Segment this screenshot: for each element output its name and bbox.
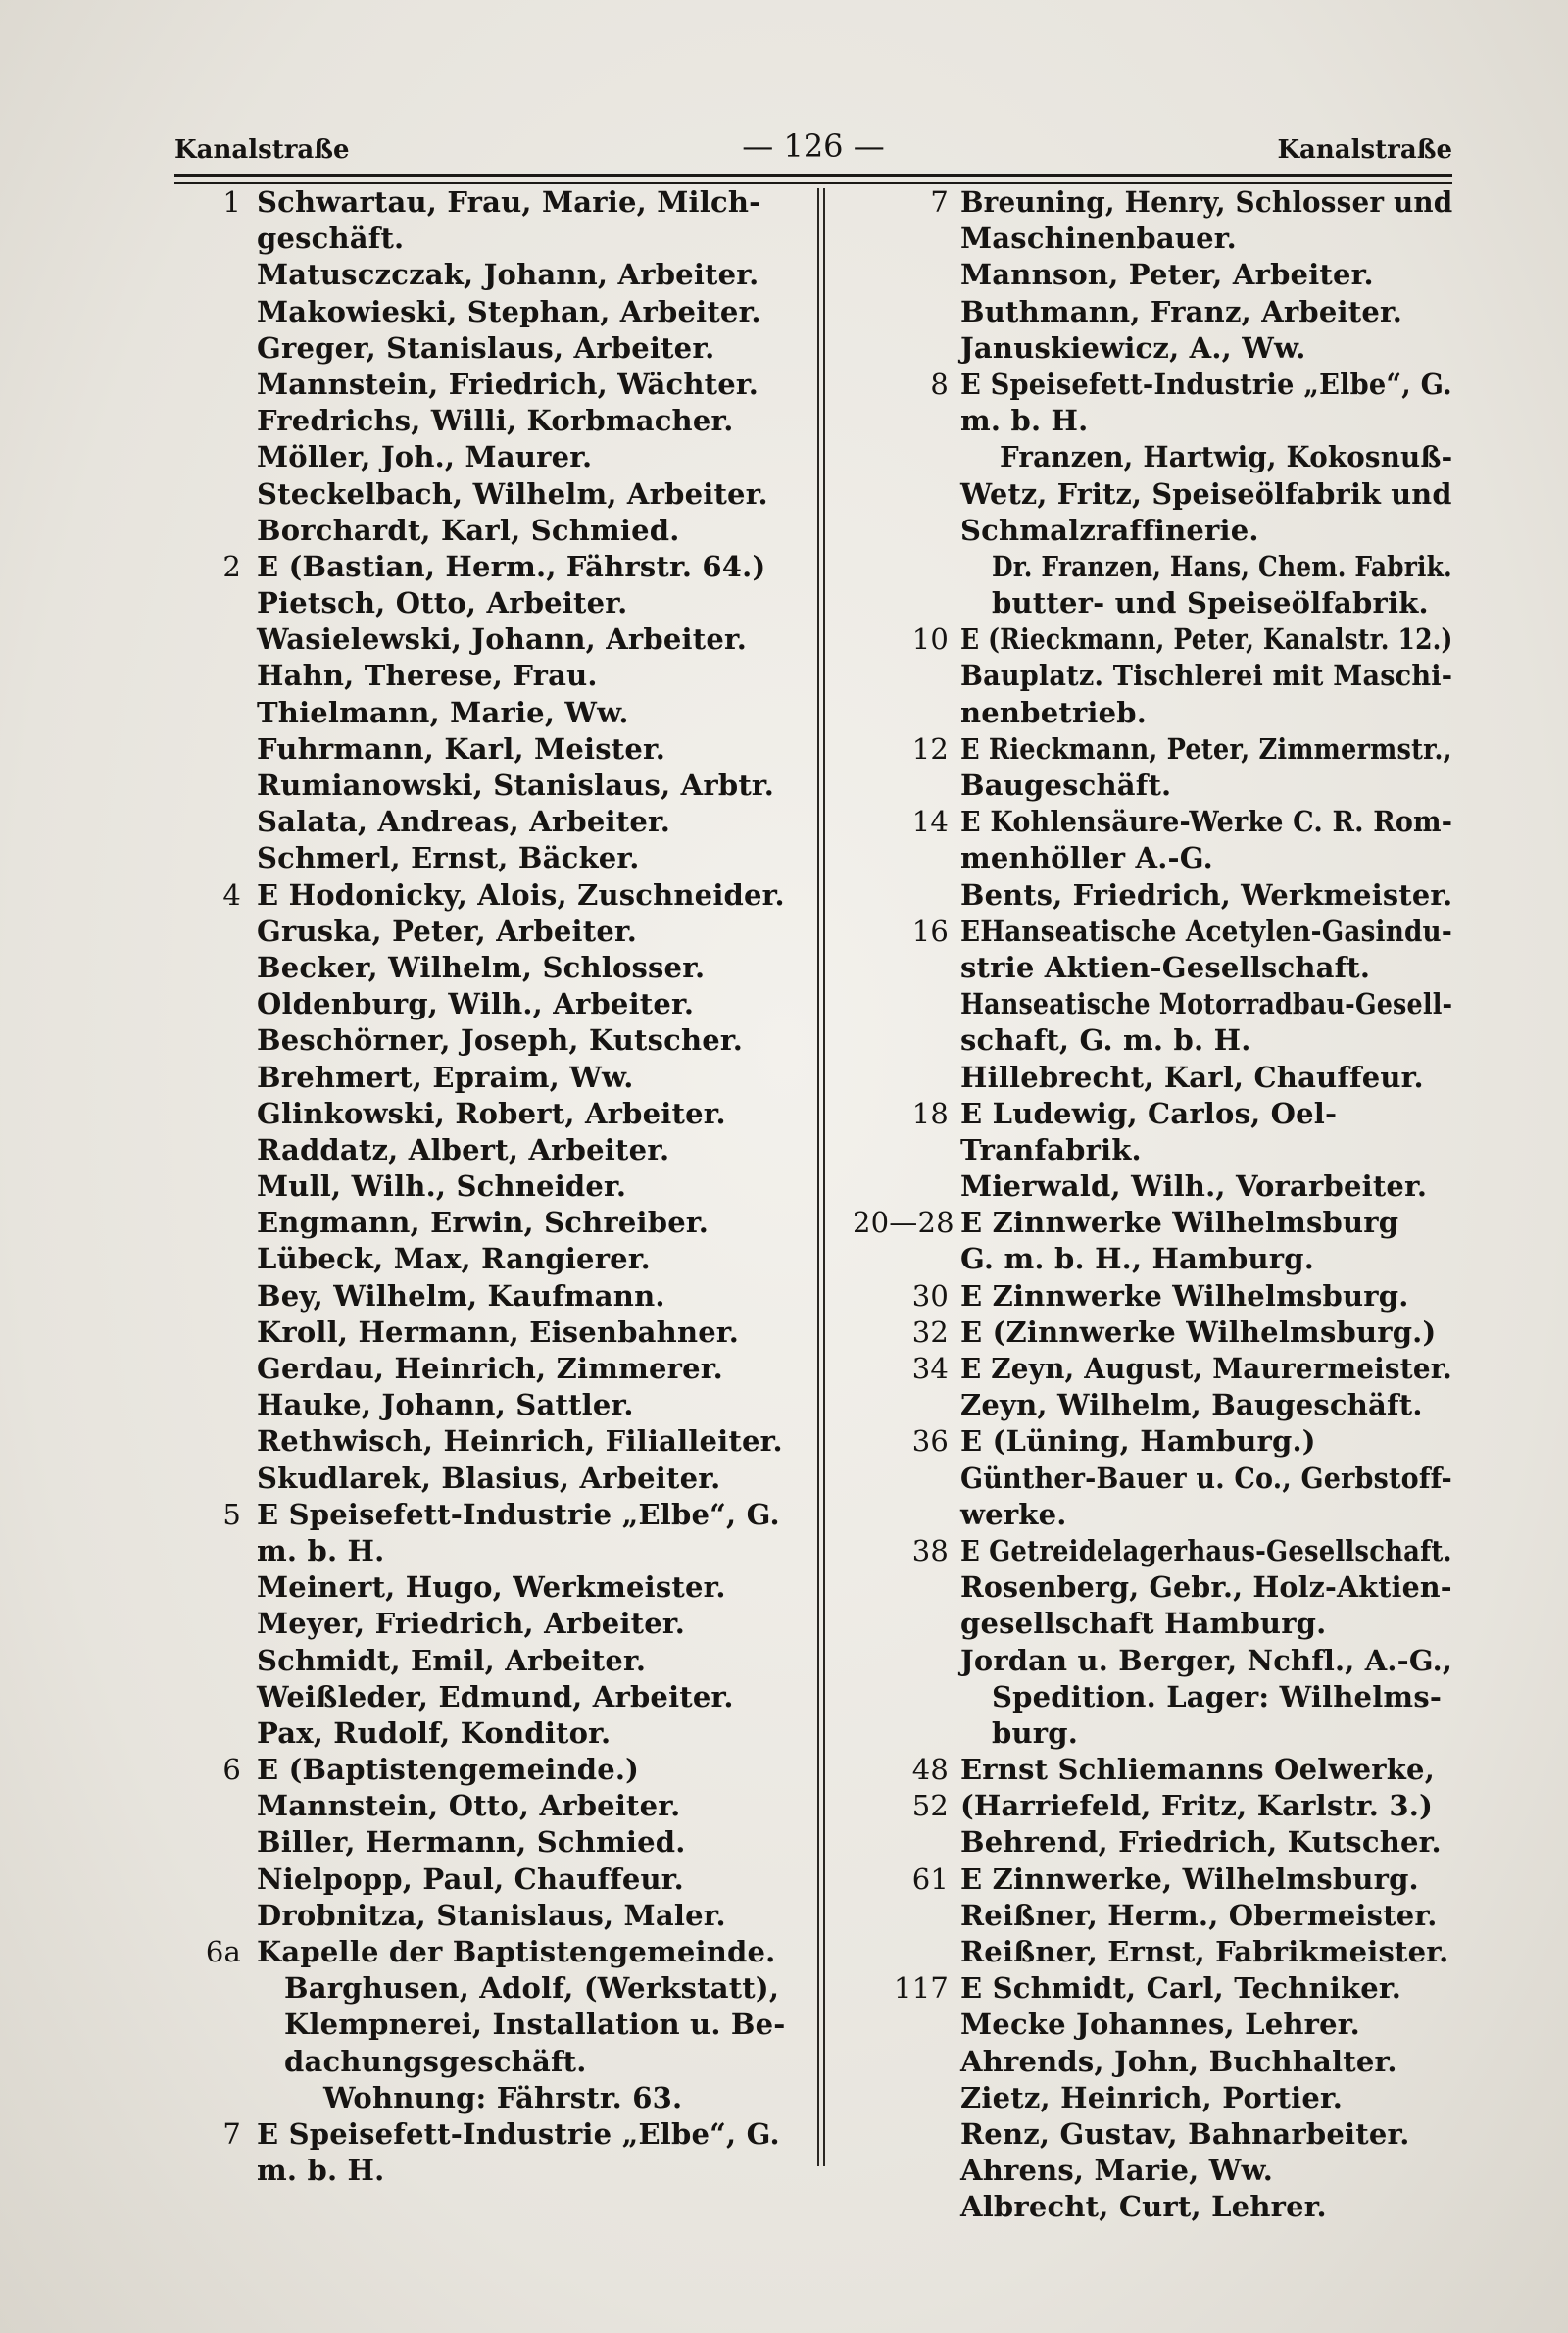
header-rule-top <box>174 174 1452 177</box>
entry-text: E Zeyn, August, Maurermeister. <box>960 1352 1452 1385</box>
entry-text: Baugeschäft. <box>960 769 1172 802</box>
entry-text: Renz, Gustav, Bahnarbeiter. <box>960 2116 1410 2151</box>
directory-line <box>174 1970 802 2007</box>
directory-line <box>174 549 802 585</box>
entry-text: menhöller A.-G. <box>960 841 1213 875</box>
directory-line <box>174 658 802 694</box>
entry-text: E Ludewig, Carlos, Oel- <box>960 1096 1338 1130</box>
directory-line <box>853 1643 1452 1679</box>
entry-text: Jordan u. Berger, Nchfl., A.-G., <box>960 1643 1453 1677</box>
column-divider-second <box>823 188 825 2166</box>
entry-text: Tranfabrik. <box>960 1132 1142 1166</box>
entry-text: Raddatz, Albert, Arbeiter. <box>257 1132 670 1166</box>
entry-text: Nielpopp, Paul, Chauffeur. <box>257 1861 684 1896</box>
directory-line <box>174 1351 802 1387</box>
directory-line <box>174 731 802 768</box>
right-column <box>853 184 1452 2226</box>
directory-line <box>174 695 802 731</box>
directory-line <box>853 2007 1452 2043</box>
entry-text: E Getreidelagerhaus-Gesellschaft. <box>960 1533 1452 1567</box>
directory-line <box>174 768 802 804</box>
entry-text: Wasielewski, Johann, Arbeiter. <box>257 622 748 657</box>
directory-line <box>174 439 802 475</box>
directory-line <box>174 513 802 549</box>
directory-line <box>853 695 1452 731</box>
entry-text: Januskiewicz, A., Ww. <box>960 330 1306 365</box>
entry-text: Mannson, Peter, Arbeiter. <box>960 258 1374 292</box>
house-number: 4 <box>222 877 241 912</box>
directory-line <box>853 1278 1452 1315</box>
directory-line <box>853 257 1452 293</box>
directory-line <box>853 658 1452 694</box>
entry-text: E Rieckmann, Peter, Zimmermstr., <box>960 731 1452 766</box>
directory-line <box>174 1315 802 1351</box>
house-number: 32 <box>911 1315 949 1349</box>
entry-text: Hanseatische Motorradbau-Gesell- <box>960 987 1453 1021</box>
entry-text: Spedition. Lager: Wilhelms- <box>992 1679 1443 1713</box>
directory-line <box>853 1497 1452 1533</box>
directory-line <box>174 1278 802 1315</box>
directory-line <box>853 1096 1452 1132</box>
directory-line <box>853 804 1452 840</box>
entry-text: Schmalzraffinerie. <box>960 513 1259 547</box>
entry-text: Rosenberg, Gebr., Holz-Aktien- <box>960 1570 1452 1605</box>
entry-text: geschäft. <box>257 222 405 256</box>
entry-text: Schmerl, Ernst, Bäcker. <box>257 841 640 875</box>
entry-text: E (Bastian, Herm., Fährstr. 64.) <box>257 549 766 583</box>
entry-text: Franzen, Hartwig, Kokosnuß- <box>1000 440 1453 474</box>
directory-line <box>174 1205 802 1241</box>
entry-text: Steckelbach, Wilhelm, Arbeiter. <box>257 476 768 511</box>
entry-text: Becker, Wilhelm, Schlosser. <box>257 950 706 984</box>
directory-line <box>853 330 1452 367</box>
entry-text: Schwartau, Frau, Marie, Milch- <box>257 185 761 219</box>
directory-line <box>853 1679 1452 1715</box>
entry-text: G. m. b. H., Hamburg. <box>960 1242 1315 1276</box>
entry-text: E Speisefett-Industrie „Elbe“, G. <box>257 1497 780 1531</box>
directory-line <box>174 1934 802 1970</box>
entry-text: E Zinnwerke, Wilhelmsburg. <box>960 1861 1419 1896</box>
directory-line <box>174 877 802 914</box>
directory-line <box>174 1606 802 1642</box>
entry-text: werke. <box>960 1497 1067 1531</box>
entry-text: Gruska, Peter, Arbeiter. <box>257 914 638 948</box>
entry-text: Bents, Friedrich, Werkmeister. <box>960 877 1453 912</box>
entry-text: EHanseatische Acetylen-Gasindu- <box>960 914 1452 948</box>
entry-text: Meyer, Friedrich, Arbeiter. <box>257 1607 686 1641</box>
house-number: 7 <box>930 185 949 219</box>
house-number: 1 <box>222 185 241 219</box>
directory-line <box>853 221 1452 257</box>
entry-text: burg. <box>992 1715 1079 1750</box>
entry-text: E (Zinnwerke Wilhelmsburg.) <box>960 1315 1437 1349</box>
entry-text: Wetz, Fritz, Speiseölfabrik und <box>960 476 1452 511</box>
entry-text: Mannstein, Friedrich, Wächter. <box>257 367 759 401</box>
entry-text: strie Aktien-Gesellschaft. <box>960 950 1371 984</box>
directory-line <box>853 1861 1452 1898</box>
house-number: 6 <box>222 1753 241 1787</box>
entry-text: m. b. H. <box>960 404 1089 438</box>
entry-text: Greger, Stanislaus, Arbeiter. <box>257 330 715 365</box>
directory-line <box>174 2007 802 2043</box>
entry-text: Weißleder, Edmund, Arbeiter. <box>257 1679 734 1713</box>
directory-line <box>174 986 802 1022</box>
entry-text: Fuhrmann, Karl, Meister. <box>257 731 666 766</box>
directory-line <box>853 513 1452 549</box>
directory-line <box>853 914 1452 950</box>
entry-text: Salata, Andreas, Arbeiter. <box>257 805 671 839</box>
left-column <box>174 184 802 2189</box>
entry-text: Behrend, Friedrich, Kutscher. <box>960 1825 1442 1860</box>
entry-text: Bey, Wilhelm, Kaufmann. <box>257 1278 665 1313</box>
directory-line <box>174 1132 802 1168</box>
entry-text: Mull, Wilh., Schneider. <box>257 1169 627 1204</box>
entry-text: E Hodonicky, Alois, Zuschneider. <box>257 877 785 912</box>
entry-text: Fredrichs, Willi, Korbmacher. <box>257 404 734 438</box>
directory-line <box>174 1824 802 1861</box>
directory-line <box>174 1497 802 1533</box>
directory-line <box>853 403 1452 439</box>
directory-line <box>174 1861 802 1898</box>
house-number: 38 <box>911 1533 949 1567</box>
running-head-right: Kanalstraße <box>1277 135 1452 165</box>
entry-text: Oldenburg, Wilh., Arbeiter. <box>257 987 695 1021</box>
directory-line <box>853 184 1452 221</box>
entry-text: Günther-Bauer u. Co., Gerbstoff- <box>960 1461 1452 1495</box>
directory-line <box>174 367 802 403</box>
directory-line <box>853 1351 1452 1387</box>
entry-text: Ahrens, Marie, Ww. <box>960 2154 1274 2188</box>
entry-text: Mannstein, Otto, Arbeiter. <box>257 1789 681 1823</box>
directory-line <box>853 1752 1452 1788</box>
directory-line <box>174 914 802 950</box>
directory-line <box>174 1387 802 1423</box>
entry-text: Biller, Hermann, Schmied. <box>257 1825 686 1860</box>
house-number: 5 <box>222 1497 241 1531</box>
directory-line <box>174 840 802 876</box>
directory-line <box>853 1569 1452 1606</box>
entry-text: Pietsch, Otto, Arbeiter. <box>257 586 628 620</box>
entry-text: Meinert, Hugo, Werkmeister. <box>257 1570 726 1605</box>
house-number: 52 <box>911 1789 949 1823</box>
directory-line <box>174 221 802 257</box>
directory-line <box>174 1643 802 1679</box>
house-number: 16 <box>911 914 949 948</box>
directory-line <box>853 950 1452 986</box>
entry-text: m. b. H. <box>257 1533 385 1567</box>
entry-text: Zeyn, Wilhelm, Baugeschäft. <box>960 1388 1423 1422</box>
house-number: 61 <box>911 1861 949 1896</box>
entry-text: Brehmert, Epraim, Ww. <box>257 1060 634 1094</box>
entry-text: Wohnung: Fährstr. 63. <box>323 2080 683 2114</box>
entry-text: Beschörner, Joseph, Kutscher. <box>257 1023 744 1058</box>
entry-text: Ahrends, John, Buchhalter. <box>960 2044 1397 2078</box>
directory-line <box>174 2116 802 2153</box>
directory-line <box>853 2189 1452 2225</box>
entry-text: Glinkowski, Robert, Arbeiter. <box>257 1096 726 1130</box>
directory-line <box>853 1060 1452 1096</box>
entry-text: E Zinnwerke Wilhelmsburg. <box>960 1278 1409 1313</box>
entry-text: Borchardt, Karl, Schmied. <box>257 513 680 547</box>
entry-text: E (Rieckmann, Peter, Kanalstr. 12.) <box>960 622 1453 657</box>
entry-text: Hillebrecht, Karl, Chauffeur. <box>960 1060 1424 1094</box>
directory-line <box>174 1898 802 1934</box>
directory-line <box>174 1715 802 1752</box>
entry-text: Thielmann, Marie, Ww. <box>257 695 629 729</box>
entry-text: Maschinenbauer. <box>960 222 1237 256</box>
directory-line <box>853 2153 1452 2189</box>
directory-line <box>853 1315 1452 1351</box>
entry-text: Dr. Franzen, Hans, Chem. Fabrik. <box>992 549 1452 583</box>
directory-line <box>174 1096 802 1132</box>
directory-line <box>174 294 802 330</box>
directory-line <box>853 294 1452 330</box>
directory-line <box>853 1022 1452 1059</box>
directory-line <box>174 585 802 621</box>
house-number: 8 <box>930 367 949 401</box>
entry-text: Hahn, Therese, Frau. <box>257 659 598 693</box>
directory-line <box>174 330 802 367</box>
entry-text: E (Lüning, Hamburg.) <box>960 1424 1316 1459</box>
entry-text: E Schmidt, Carl, Techniker. <box>960 1971 1402 2006</box>
column-divider <box>817 188 819 2166</box>
directory-line <box>174 950 802 986</box>
entry-text: Klempnerei, Installation u. Be- <box>284 2008 786 2042</box>
entry-text: Buthmann, Franz, Arbeiter. <box>960 294 1403 328</box>
directory-line <box>853 367 1452 403</box>
directory-line <box>174 1461 802 1497</box>
house-number: 6a <box>205 1935 241 1968</box>
entry-text: Ernst Schliemanns Oelwerke, <box>960 1753 1435 1787</box>
entry-text: E Zinnwerke Wilhelmsburg <box>960 1206 1399 1240</box>
entry-text: m. b. H. <box>257 2154 385 2188</box>
directory-line <box>853 768 1452 804</box>
directory-line <box>174 2044 802 2080</box>
entry-text: (Harriefeld, Fritz, Karlstr. 3.) <box>960 1789 1433 1823</box>
entry-text: Pax, Rudolf, Konditor. <box>257 1715 612 1750</box>
entry-text: Barghusen, Adolf, (Werkstatt), <box>284 1971 780 2006</box>
directory-line <box>853 1715 1452 1752</box>
directory-line <box>853 1387 1452 1423</box>
entry-text: Engmann, Erwin, Schreiber. <box>257 1206 710 1240</box>
directory-line <box>174 257 802 293</box>
page-number: — 126 — <box>742 127 885 165</box>
directory-line <box>853 1606 1452 1642</box>
directory-line <box>853 1132 1452 1168</box>
directory-line <box>174 804 802 840</box>
entry-text: butter- und Speiseölfabrik. <box>992 586 1429 620</box>
directory-line <box>174 476 802 513</box>
directory-line <box>853 439 1452 475</box>
entry-text: Schmidt, Emil, Arbeiter. <box>257 1643 647 1677</box>
directory-line <box>174 1423 802 1460</box>
entry-text: E Speisefett-Industrie „Elbe“, G. <box>960 367 1452 401</box>
entry-text: dachungsgeschäft. <box>284 2044 587 2078</box>
entry-text: Drobnitza, Stanislaus, Maler. <box>257 1898 726 1932</box>
directory-line <box>174 2080 802 2116</box>
directory-line <box>174 1679 802 1715</box>
house-number: 20—28 <box>853 1206 955 1240</box>
house-number: 117 <box>894 1971 949 2006</box>
entry-text: Kapelle der Baptistengemeinde. <box>257 1935 776 1968</box>
entry-text: Reißner, Ernst, Fabrikmeister. <box>960 1935 1449 1968</box>
directory-line <box>174 1569 802 1606</box>
house-number: 10 <box>911 622 949 657</box>
entry-text: Matusczczak, Johann, Arbeiter. <box>257 258 760 292</box>
entry-text: Bauplatz. Tischlerei mit Maschi- <box>960 659 1453 693</box>
entry-text: Hauke, Johann, Sattler. <box>257 1388 634 1422</box>
directory-line <box>853 1788 1452 1824</box>
house-number: 34 <box>911 1352 949 1385</box>
entry-text: Lübeck, Max, Rangierer. <box>257 1242 651 1276</box>
directory-line <box>853 1934 1452 1970</box>
running-head-left: Kanalstraße <box>174 135 350 165</box>
directory-line <box>853 2116 1452 2153</box>
directory-line <box>853 1970 1452 2007</box>
directory-line <box>853 986 1452 1022</box>
page-header <box>174 127 1452 176</box>
house-number: 18 <box>911 1096 949 1130</box>
directory-line <box>853 621 1452 658</box>
house-number: 36 <box>911 1424 949 1459</box>
directory-line <box>853 877 1452 914</box>
entry-text: Mecke Johannes, Lehrer. <box>960 2008 1360 2042</box>
directory-line <box>174 1788 802 1824</box>
directory-line <box>174 1022 802 1059</box>
house-number: 2 <box>222 549 241 583</box>
directory-line <box>853 1898 1452 1934</box>
house-number: 30 <box>911 1278 949 1313</box>
directory-line <box>174 1752 802 1788</box>
entry-text: gesellschaft Hamburg. <box>960 1607 1327 1641</box>
directory-line <box>853 585 1452 621</box>
directory-line <box>853 1824 1452 1861</box>
directory-line <box>174 621 802 658</box>
entry-text: E (Baptistengemeinde.) <box>257 1753 640 1787</box>
directory-line <box>853 1423 1452 1460</box>
directory-line <box>174 1168 802 1205</box>
entry-text: schaft, G. m. b. H. <box>960 1023 1251 1058</box>
entry-text: Reißner, Herm., Obermeister. <box>960 1898 1438 1932</box>
entry-text: Albrecht, Curt, Lehrer. <box>960 2190 1327 2224</box>
entry-text: Zietz, Heinrich, Portier. <box>960 2080 1344 2114</box>
entry-text: Makowieski, Stephan, Arbeiter. <box>257 294 761 328</box>
directory-line <box>174 2153 802 2189</box>
house-number: 48 <box>911 1753 949 1787</box>
directory-line <box>174 403 802 439</box>
entry-text: Rumianowski, Stanislaus, Arbtr. <box>257 769 775 802</box>
directory-line <box>853 1533 1452 1569</box>
directory-line <box>853 1241 1452 1277</box>
directory-line <box>853 1168 1452 1205</box>
directory-line <box>174 1533 802 1569</box>
directory-line <box>853 2080 1452 2116</box>
entry-text: E Kohlensäure-Werke C. R. Rom- <box>960 805 1453 839</box>
house-number: 12 <box>911 731 949 766</box>
entry-text: Mierwald, Wilh., Vorarbeiter. <box>960 1169 1428 1204</box>
directory-line <box>853 1461 1452 1497</box>
entry-text: Möller, Joh., Maurer. <box>257 440 593 474</box>
entry-text: E Speisefett-Industrie „Elbe“, G. <box>257 2116 780 2151</box>
directory-line <box>853 840 1452 876</box>
directory-line <box>174 1060 802 1096</box>
entry-text: Breuning, Henry, Schlosser und <box>960 185 1453 219</box>
house-number: 7 <box>222 2116 241 2151</box>
directory-line <box>174 1241 802 1277</box>
directory-line <box>853 549 1452 585</box>
entry-text: Rethwisch, Heinrich, Filialleiter. <box>257 1424 783 1459</box>
directory-line <box>853 476 1452 513</box>
house-number: 14 <box>911 805 949 839</box>
directory-line <box>853 731 1452 768</box>
entry-text: Gerdau, Heinrich, Zimmerer. <box>257 1352 723 1385</box>
directory-line <box>853 2044 1452 2080</box>
directory-line <box>853 1205 1452 1241</box>
entry-text: Skudlarek, Blasius, Arbeiter. <box>257 1461 721 1495</box>
entry-text: nenbetrieb. <box>960 695 1148 729</box>
entry-text: Kroll, Hermann, Eisenbahner. <box>257 1315 740 1349</box>
directory-line <box>174 184 802 221</box>
